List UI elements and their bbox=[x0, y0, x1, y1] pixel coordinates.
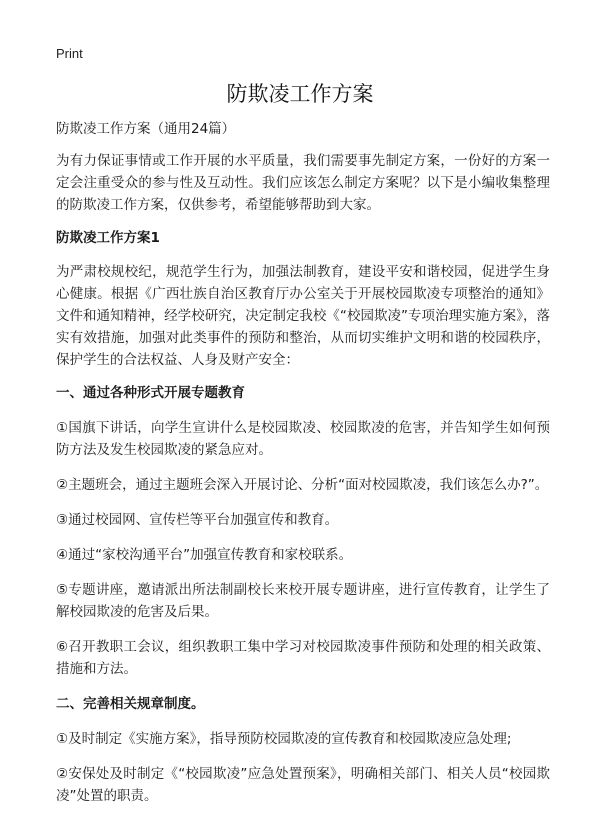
list-item: ④通过“家校沟通平台”加强宣传教育和家校联系。 bbox=[56, 547, 353, 563]
document-subtitle: 防欺凌工作方案（通用24篇） bbox=[56, 121, 236, 137]
part-heading: 一、通过各种形式开展专题教育 bbox=[56, 385, 245, 401]
list-item: ⑤专题讲座，邀请派出所法制副校长来校开展专题讲座，进行宣传教育，让学生了解校园欺凌的危害及后果。 bbox=[56, 582, 550, 620]
part-heading: 二、完善相关规章制度。 bbox=[56, 696, 205, 712]
document-body bbox=[56, 118, 550, 820]
section-heading: 防欺凌工作方案1 bbox=[56, 230, 160, 246]
list-item: ②主题班会，通过主题班会深入开展讨论、分析“面对校园欺凌，我们该怎么办?”。 bbox=[56, 477, 549, 493]
list-item: ③通过校园网、宣传栏等平台加强宣传和教育。 bbox=[56, 512, 339, 528]
intro-paragraph: 为有力保证事情或工作开展的水平质量，我们需要事先制定方案，一份好的方案一定会注重受众的参与性及互动性。我们应该怎么制定方案呢？以下是小编收集整理的防欺凌工作方案，仅供参考，希望能够帮助到大家。 bbox=[56, 153, 550, 213]
section-paragraph: 为严肃校规校纪，规范学生行为，加强法制教育，建设平安和谐校园，促进学生身心健康。根据《广西壮族自治区教育厅办公室关于开展校园欺凌专项整治的通知》文件和通知精神，经学校研究，决定制定我校《“校园欺凌”专项治理实施方案》，落实有效措施，加强对此类事件的预防和整治，从而切实维护文明和谐的校园秩序，保护学生的合法权益、人身及财产安全： bbox=[56, 264, 550, 368]
list-item: ⑥召开教职工会议，组织教职工集中学习对校园欺凌事件预防和处理的相关政策、措施和方法。 bbox=[56, 639, 550, 677]
list-item: ①国旗下讲话，向学生宣讲什么是校园欺凌、校园欺凌的危害，并告知学生如何预防方法及发生校园欺凌的紧急应对。 bbox=[56, 420, 550, 458]
print-link[interactable]: Print bbox=[56, 46, 83, 61]
list-item: ②安保处及时制定《“校园欺凌”应急处置预案》，明确相关部门、相关人员“校园欺凌”处置的职责。 bbox=[56, 766, 550, 804]
list-item: ①及时制定《实施方案》，指导预防校园欺凌的宣传教育和校园欺凌应急处理; bbox=[56, 731, 512, 747]
page-title: 防欺凌工作方案 bbox=[226, 82, 374, 106]
